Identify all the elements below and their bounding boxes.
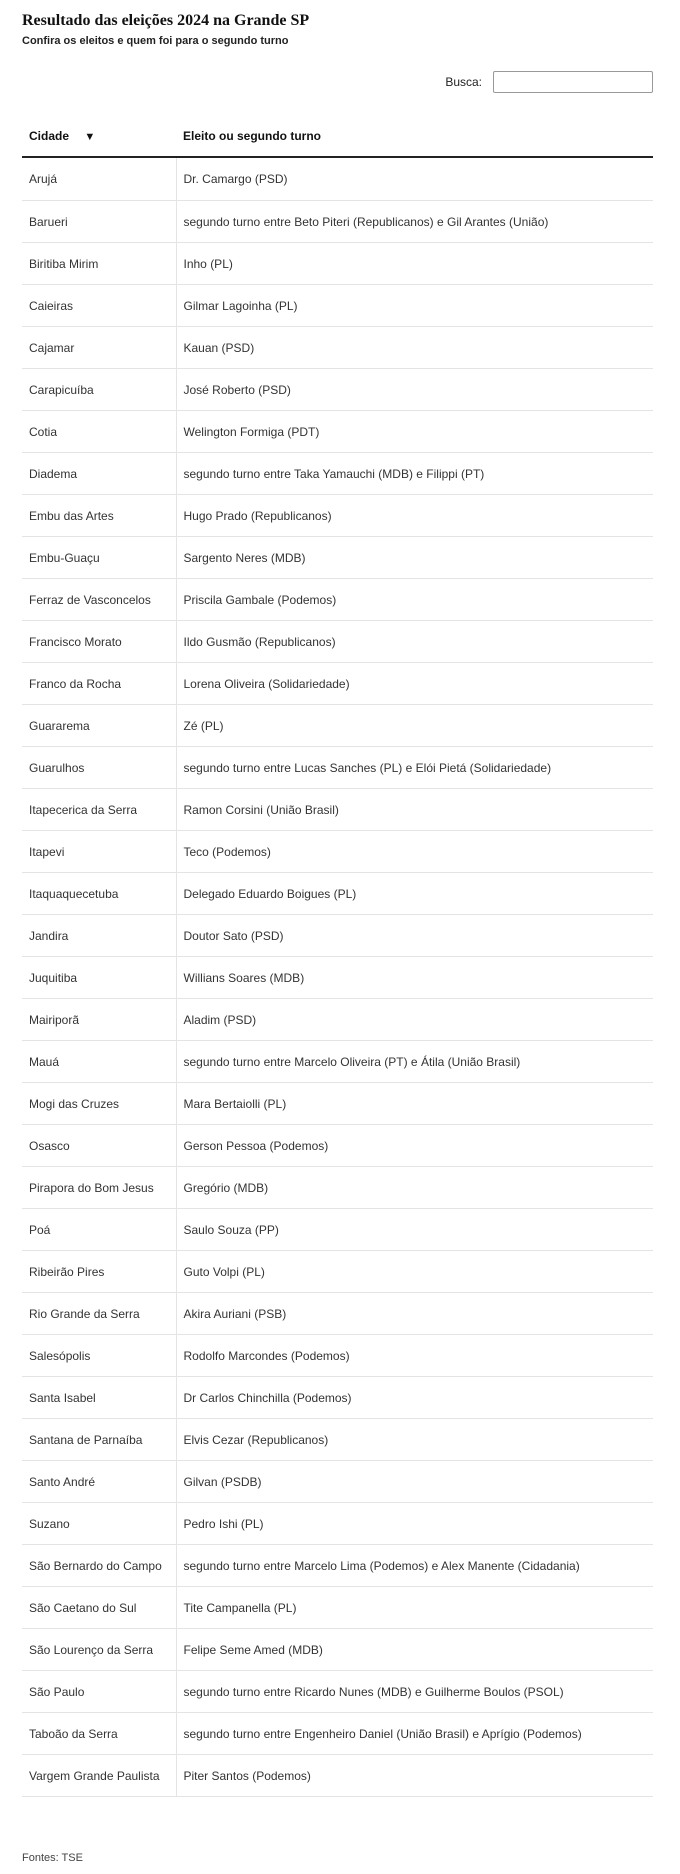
page-subtitle: Confira os eleitos e quem foi para o segundo turno (22, 35, 289, 47)
result-cell: segundo turno entre Marcelo Lima (Podemos) e Alex Manente (Cidadania) (176, 1545, 653, 1587)
table-row (22, 1671, 653, 1713)
table-row (22, 537, 653, 579)
city-cell: Diadema (22, 453, 176, 495)
result-cell: Priscila Gambale (Podemos) (176, 579, 653, 621)
result-cell: Elvis Cezar (Republicanos) (176, 1419, 653, 1461)
table-row (22, 1083, 653, 1125)
city-cell: Franco da Rocha (22, 663, 176, 705)
table-row (22, 157, 653, 201)
column-header-result-label: Eleito ou segundo turno (183, 129, 321, 143)
city-cell: Arujá (22, 157, 176, 201)
table-row (22, 1293, 653, 1335)
city-cell: Guarulhos (22, 747, 176, 789)
result-cell: Teco (Podemos) (176, 831, 653, 873)
city-cell: Francisco Morato (22, 621, 176, 663)
table-row (22, 957, 653, 999)
table-row (22, 789, 653, 831)
result-cell: Inho (PL) (176, 243, 653, 285)
result-cell: segundo turno entre Marcelo Oliveira (PT) e Átila (União Brasil) (176, 1041, 653, 1083)
table-row (22, 1041, 653, 1083)
city-cell: Poá (22, 1209, 176, 1251)
result-cell: Gerson Pessoa (Podemos) (176, 1125, 653, 1167)
table-row (22, 1251, 653, 1293)
result-cell: Willians Soares (MDB) (176, 957, 653, 999)
city-cell: Santana de Parnaíba (22, 1419, 176, 1461)
table-row (22, 1209, 653, 1251)
source-note: Fontes: TSE (22, 1852, 83, 1864)
result-cell: Ramon Corsini (União Brasil) (176, 789, 653, 831)
result-cell: Gregório (MDB) (176, 1167, 653, 1209)
page-title: Resultado das eleições 2024 na Grande SP (22, 12, 310, 29)
result-cell: Pedro Ishi (PL) (176, 1503, 653, 1545)
column-header-city-label: Cidade (29, 129, 70, 143)
result-cell: Dr. Camargo (PSD) (176, 157, 653, 201)
city-cell: Itapecerica da Serra (22, 789, 176, 831)
city-cell: Mogi das Cruzes (22, 1083, 176, 1125)
table-row (22, 1125, 653, 1167)
city-cell: Embu-Guaçu (22, 537, 176, 579)
column-header-city[interactable] (22, 116, 176, 157)
table-row (22, 1419, 653, 1461)
result-cell: Gilvan (PSDB) (176, 1461, 653, 1503)
table-header-row (22, 116, 653, 157)
city-cell: Santo André (22, 1461, 176, 1503)
page-container (22, 0, 653, 1864)
table-row (22, 579, 653, 621)
city-cell: Ribeirão Pires (22, 1251, 176, 1293)
result-cell: Welington Formiga (PDT) (176, 411, 653, 453)
result-cell: Saulo Souza (PP) (176, 1209, 653, 1251)
result-cell: segundo turno entre Engenheiro Daniel (União Brasil) e Aprígio (Podemos) (176, 1713, 653, 1755)
city-cell: Itapevi (22, 831, 176, 873)
city-cell: Cajamar (22, 327, 176, 369)
table-row (22, 411, 653, 453)
table-row (22, 327, 653, 369)
city-cell: Suzano (22, 1503, 176, 1545)
city-cell: São Bernardo do Campo (22, 1545, 176, 1587)
table-row (22, 1335, 653, 1377)
table-row (22, 1755, 653, 1797)
city-cell: Mauá (22, 1041, 176, 1083)
city-cell: Ferraz de Vasconcelos (22, 579, 176, 621)
result-cell: Ildo Gusmão (Republicanos) (176, 621, 653, 663)
result-cell: José Roberto (PSD) (176, 369, 653, 411)
result-cell: segundo turno entre Lucas Sanches (PL) e Elói Pietá (Solidariedade) (176, 747, 653, 789)
city-cell: Cotia (22, 411, 176, 453)
result-cell: Piter Santos (Podemos) (176, 1755, 653, 1797)
table-row (22, 1629, 653, 1671)
city-cell: Taboão da Serra (22, 1713, 176, 1755)
result-cell: Sargento Neres (MDB) (176, 537, 653, 579)
result-cell: Kauan (PSD) (176, 327, 653, 369)
search-bar (445, 71, 653, 93)
result-cell: Delegado Eduardo Boigues (PL) (176, 873, 653, 915)
result-cell: Hugo Prado (Republicanos) (176, 495, 653, 537)
table-row (22, 1587, 653, 1629)
result-cell: segundo turno entre Taka Yamauchi (MDB) e Filippi (PT) (176, 453, 653, 495)
table-row (22, 1377, 653, 1419)
city-cell: Guararema (22, 705, 176, 747)
result-cell: segundo turno entre Ricardo Nunes (MDB) e Guilherme Boulos (PSOL) (176, 1671, 653, 1713)
city-cell: Salesópolis (22, 1335, 176, 1377)
city-cell: Embu das Artes (22, 495, 176, 537)
table-row (22, 873, 653, 915)
city-cell: Rio Grande da Serra (22, 1293, 176, 1335)
result-cell: segundo turno entre Beto Piteri (Republicanos) e Gil Arantes (União) (176, 201, 653, 243)
result-cell: Zé (PL) (176, 705, 653, 747)
city-cell: São Paulo (22, 1671, 176, 1713)
city-cell: Caieiras (22, 285, 176, 327)
table-row (22, 1545, 653, 1587)
table-row (22, 915, 653, 957)
result-cell: Tite Campanella (PL) (176, 1587, 653, 1629)
city-cell: Vargem Grande Paulista (22, 1755, 176, 1797)
table-row (22, 831, 653, 873)
table-row (22, 999, 653, 1041)
result-cell: Guto Volpi (PL) (176, 1251, 653, 1293)
table-row (22, 705, 653, 747)
result-cell: Felipe Seme Amed (MDB) (176, 1629, 653, 1671)
table-row (22, 1167, 653, 1209)
result-cell: Aladim (PSD) (176, 999, 653, 1041)
result-cell: Rodolfo Marcondes (Podemos) (176, 1335, 653, 1377)
sort-down-icon[interactable]: ▼ (84, 131, 96, 143)
search-input[interactable] (493, 71, 653, 93)
table-row (22, 201, 653, 243)
city-cell: Barueri (22, 201, 176, 243)
table-row (22, 1503, 653, 1545)
results-table (22, 116, 653, 1797)
table-row (22, 747, 653, 789)
table-row (22, 1461, 653, 1503)
result-cell: Lorena Oliveira (Solidariedade) (176, 663, 653, 705)
search-label: Busca: (445, 75, 482, 89)
city-cell: Osasco (22, 1125, 176, 1167)
city-cell: São Caetano do Sul (22, 1587, 176, 1629)
table-row (22, 369, 653, 411)
table-row (22, 495, 653, 537)
city-cell: Juquitiba (22, 957, 176, 999)
result-cell: Dr Carlos Chinchilla (Podemos) (176, 1377, 653, 1419)
city-cell: Jandira (22, 915, 176, 957)
city-cell: Santa Isabel (22, 1377, 176, 1419)
table-row (22, 621, 653, 663)
table-row (22, 243, 653, 285)
city-cell: Pirapora do Bom Jesus (22, 1167, 176, 1209)
table-body (22, 157, 653, 1797)
result-cell: Akira Auriani (PSB) (176, 1293, 653, 1335)
column-header-result[interactable] (176, 116, 653, 157)
result-cell: Doutor Sato (PSD) (176, 915, 653, 957)
city-cell: Biritiba Mirim (22, 243, 176, 285)
city-cell: São Lourenço da Serra (22, 1629, 176, 1671)
table-row (22, 663, 653, 705)
table-row (22, 1713, 653, 1755)
result-cell: Gilmar Lagoinha (PL) (176, 285, 653, 327)
city-cell: Carapicuíba (22, 369, 176, 411)
table-row (22, 285, 653, 327)
table-row (22, 453, 653, 495)
city-cell: Mairiporã (22, 999, 176, 1041)
city-cell: Itaquaquecetuba (22, 873, 176, 915)
result-cell: Mara Bertaiolli (PL) (176, 1083, 653, 1125)
